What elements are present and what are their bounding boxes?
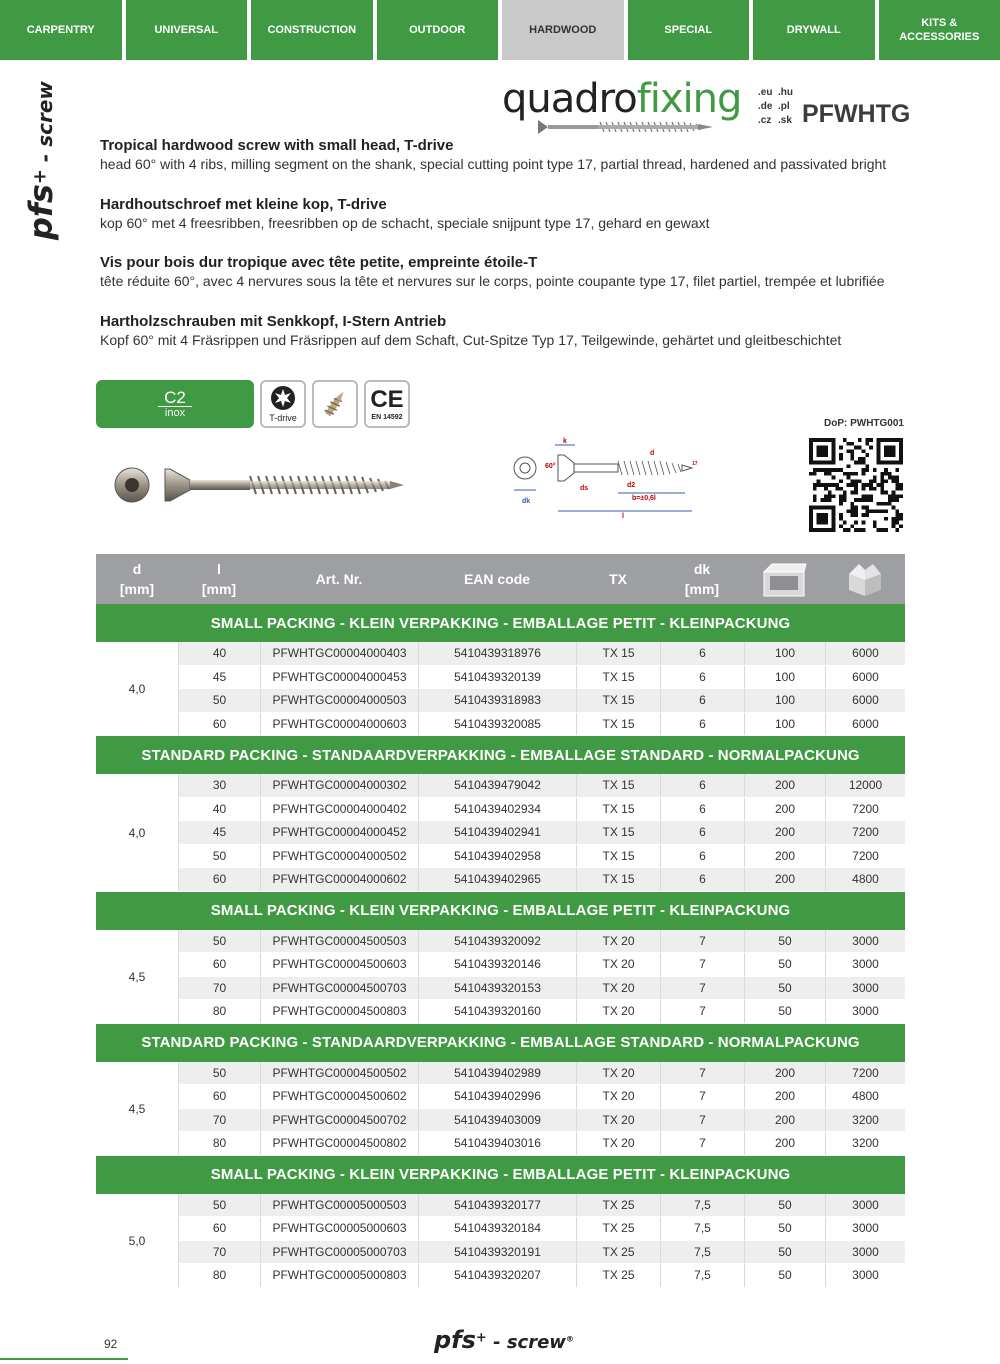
cell-pack-small: 100 [744, 642, 825, 665]
footer-brand-plus: + [475, 1330, 487, 1346]
cell-art-nr: PFWHTGC00004500802 [260, 1132, 418, 1155]
cell-pack-small: 50 [744, 1217, 825, 1240]
cell-l: 70 [178, 977, 260, 1000]
cell-tx: TX 20 [576, 1132, 660, 1155]
cell-ean: 5410439479042 [418, 774, 576, 797]
footer-brand-main: pfs [434, 1326, 476, 1354]
table-row [178, 1000, 905, 1024]
section-group [96, 1062, 905, 1156]
screw-photo [110, 455, 410, 515]
cell-ean: 5410439318976 [418, 642, 576, 665]
feature-badges [96, 380, 410, 428]
cell-pack-small: 200 [744, 1132, 825, 1155]
cell-dk: 7 [660, 1062, 744, 1085]
section-group [96, 930, 905, 1024]
cell-ean: 5410439320146 [418, 953, 576, 976]
cell-art-nr: PFWHTGC00004500503 [260, 930, 418, 953]
cell-l: 40 [178, 798, 260, 821]
cell-ean: 5410439320139 [418, 666, 576, 689]
logo-text-black: quadro [502, 76, 637, 122]
cell-tx: TX 15 [576, 774, 660, 797]
cell-dk: 7,5 [660, 1217, 744, 1240]
cell-art-nr: PFWHTGC00005000503 [260, 1194, 418, 1217]
domain-sk: .sk [778, 115, 792, 126]
drawing-label-k: k [563, 438, 567, 445]
cell-tx: TX 25 [576, 1264, 660, 1287]
cell-pack-small: 200 [744, 1085, 825, 1108]
header-d: d [mm] [119, 561, 155, 597]
technical-drawing [500, 435, 700, 520]
cell-pack-small: 200 [744, 798, 825, 821]
cell-pack-carton: 3000 [825, 1241, 905, 1264]
cell-art-nr: PFWHTGC00004500703 [260, 977, 418, 1000]
cell-tx: TX 25 [576, 1194, 660, 1217]
table-sections [96, 604, 905, 1288]
cell-pack-carton: 3000 [825, 1194, 905, 1217]
cell-art-nr: PFWHTGC00004000452 [260, 821, 418, 844]
nav-tab[interactable]: CONSTRUCTION [251, 0, 373, 60]
cell-art-nr: PFWHTGC00004500603 [260, 953, 418, 976]
cell-dk: 6 [660, 642, 744, 665]
screw-tip-icon [312, 380, 358, 428]
section-title: STANDARD PACKING - STANDAARDVERPAKKING - EMBALLAGE STANDARD - NORMALPACKUNG [96, 736, 905, 774]
t-drive-label: T-drive [269, 413, 297, 423]
carton-box-icon [825, 554, 905, 604]
cell-pack-small: 50 [744, 1241, 825, 1264]
cell-dk: 7 [660, 953, 744, 976]
c2-inox-icon [96, 380, 254, 428]
cell-pack-carton: 3000 [825, 1264, 905, 1287]
description-text: kop 60° met 4 freesribben, freesribben op de schacht, speciale snijpunt type 17, gehard en gewaxt [100, 215, 710, 231]
table-header [96, 554, 905, 604]
cell-pack-carton: 3000 [825, 977, 905, 1000]
cell-art-nr: PFWHTGC00004500803 [260, 1000, 418, 1023]
table-row [178, 1085, 905, 1109]
cell-l: 50 [178, 1194, 260, 1217]
cell-pack-carton: 3000 [825, 930, 905, 953]
cell-l: 60 [178, 1217, 260, 1240]
cell-art-nr: PFWHTGC00005000703 [260, 1241, 418, 1264]
cell-art-nr: PFWHTGC00005000603 [260, 1217, 418, 1240]
cell-ean: 5410439402958 [418, 845, 576, 868]
description-title: Hardhoutschroef met kleine kop, T-drive [100, 196, 387, 213]
drawing-label-ds: ds [580, 485, 589, 492]
cell-tx: TX 15 [576, 868, 660, 891]
cell-dk: 7 [660, 1132, 744, 1155]
cell-d: 4,5 [96, 1062, 178, 1156]
cell-tx: TX 15 [576, 798, 660, 821]
cell-dk: 6 [660, 868, 744, 891]
table-row [178, 1194, 905, 1218]
cell-art-nr: PFWHTGC00004000603 [260, 713, 418, 736]
table-row [178, 821, 905, 845]
cell-ean: 5410439320177 [418, 1194, 576, 1217]
table-row [178, 1241, 905, 1265]
t-drive-icon [260, 380, 306, 428]
section-group [96, 1194, 905, 1288]
cell-ean: 5410439403009 [418, 1109, 576, 1132]
logo-domains [758, 86, 798, 128]
cell-pack-carton: 6000 [825, 713, 905, 736]
dop-reference: DoP: PWHTG001 [823, 418, 904, 429]
cell-pack-small: 50 [744, 1264, 825, 1287]
cell-pack-small: 200 [744, 1109, 825, 1132]
cell-art-nr: PFWHTGC00004500502 [260, 1062, 418, 1085]
cell-tx: TX 15 [576, 821, 660, 844]
cell-pack-small: 50 [744, 977, 825, 1000]
side-brand-plus: + [29, 169, 51, 185]
drawing-label-tip: 17 [692, 461, 698, 467]
cell-tx: TX 20 [576, 977, 660, 1000]
table-row [178, 868, 905, 892]
screw-head-side [165, 469, 190, 501]
cell-tx: TX 15 [576, 845, 660, 868]
c2-label: C2 [164, 387, 186, 407]
cell-d: 5,0 [96, 1194, 178, 1288]
table-row [178, 1217, 905, 1241]
description-title: Tropical hardwood screw with small head, T-drive [100, 137, 454, 154]
nav-tab[interactable]: CARPENTRY [0, 0, 122, 60]
cell-l: 70 [178, 1109, 260, 1132]
torx-icon [270, 385, 296, 411]
cell-pack-carton: 4800 [825, 1085, 905, 1108]
cell-pack-carton: 3000 [825, 1217, 905, 1240]
drawing-label-dk: dk [522, 498, 531, 505]
cell-l: 70 [178, 1241, 260, 1264]
cell-pack-small: 50 [744, 953, 825, 976]
description-text: Kopf 60° mit 4 Fräsrippen und Fräsrippen auf dem Schaft, Cut-Spitze Typ 17, Teilgewinde, gehärtet und gleitbeschichtet [100, 332, 842, 348]
cell-art-nr: PFWHTGC00004000403 [260, 642, 418, 665]
table-row [178, 953, 905, 977]
cell-l: 60 [178, 1085, 260, 1108]
cell-tx: TX 20 [576, 1085, 660, 1108]
nav-tab[interactable]: UNIVERSAL [126, 0, 248, 60]
screw-shank [190, 480, 250, 490]
cell-ean: 5410439402965 [418, 868, 576, 891]
logo-wordmark [502, 76, 741, 122]
cell-tx: TX 20 [576, 1000, 660, 1023]
cell-art-nr: PFWHTGC00004000503 [260, 689, 418, 712]
cell-l: 50 [178, 930, 260, 953]
cell-pack-carton: 3000 [825, 953, 905, 976]
table-row [178, 1132, 905, 1156]
logo-screw-icon [538, 120, 718, 134]
section-title: SMALL PACKING - KLEIN VERPAKKING - EMBALLAGE PETIT - KLEINPACKUNG [96, 604, 905, 642]
ce-mark: CE [370, 385, 404, 413]
cell-ean: 5410439402989 [418, 1062, 576, 1085]
cell-dk: 6 [660, 798, 744, 821]
table-row [178, 689, 905, 713]
cell-l: 50 [178, 1062, 260, 1085]
header-art-nr: Art. Nr. [315, 571, 363, 587]
cell-art-nr: PFWHTGC00004500702 [260, 1109, 418, 1132]
cell-l: 80 [178, 1132, 260, 1155]
cell-dk: 7 [660, 930, 744, 953]
cell-dk: 7,5 [660, 1194, 744, 1217]
cell-tx: TX 20 [576, 930, 660, 953]
cell-ean: 5410439320207 [418, 1264, 576, 1287]
description-title: Vis pour bois dur tropique avec tête petite, empreinte étoile-T [100, 254, 538, 271]
section-group [96, 774, 905, 892]
cell-ean: 5410439402996 [418, 1085, 576, 1108]
drawing-label-d: d [650, 450, 655, 457]
cell-dk: 6 [660, 689, 744, 712]
side-brand-main: pfs [22, 184, 60, 240]
cell-dk: 6 [660, 774, 744, 797]
domain-hu: .hu [778, 87, 793, 98]
cell-ean: 5410439318983 [418, 689, 576, 712]
registered-mark: ® [565, 1334, 574, 1344]
cell-d: 4,0 [96, 774, 178, 892]
section-group [96, 642, 905, 736]
cell-art-nr: PFWHTGC00004000602 [260, 868, 418, 891]
cell-pack-carton: 12000 [825, 774, 905, 797]
drawing-label-d2: d2 [627, 482, 636, 489]
cell-art-nr: PFWHTGC00004000302 [260, 774, 418, 797]
cell-pack-small: 50 [744, 930, 825, 953]
cell-ean: 5410439320085 [418, 713, 576, 736]
cell-art-nr: PFWHTGC00004000453 [260, 666, 418, 689]
cell-tx: TX 25 [576, 1217, 660, 1240]
cell-pack-carton: 7200 [825, 821, 905, 844]
table-row [178, 642, 905, 666]
torx-recess [125, 478, 139, 492]
drawing-label-angle: 60° [545, 463, 556, 470]
cell-pack-small: 200 [744, 845, 825, 868]
table-row [178, 774, 905, 798]
footer-brand-logo [434, 1326, 574, 1354]
cell-ean: 5410439320153 [418, 977, 576, 1000]
cell-l: 80 [178, 1264, 260, 1287]
ce-standard-label: EN 14592 [371, 413, 403, 421]
cell-pack-small: 100 [744, 689, 825, 712]
side-brand-suffix: - screw [33, 81, 57, 170]
product-code: PFWHTG [802, 100, 911, 128]
cell-tx: TX 20 [576, 953, 660, 976]
cell-pack-small: 200 [744, 821, 825, 844]
cell-pack-carton: 4800 [825, 868, 905, 891]
cell-ean: 5410439402941 [418, 821, 576, 844]
cell-tx: TX 15 [576, 713, 660, 736]
header-tx: TX [609, 571, 627, 587]
cell-d: 4,0 [96, 642, 178, 736]
logo-text-green: fixing [636, 76, 742, 122]
section-title: SMALL PACKING - KLEIN VERPAKKING - EMBALLAGE PETIT - KLEINPACKUNG [96, 1156, 905, 1194]
inox-label: inox [158, 406, 192, 420]
cell-tx: TX 20 [576, 1109, 660, 1132]
small-box-icon [744, 554, 825, 604]
section-title: STANDARD PACKING - STANDAARDVERPAKKING - EMBALLAGE STANDARD - NORMALPACKUNG [96, 1024, 905, 1062]
cell-l: 45 [178, 821, 260, 844]
cell-dk: 7 [660, 1085, 744, 1108]
cell-pack-carton: 7200 [825, 798, 905, 821]
domain-pl: .pl [778, 101, 790, 112]
description-fr [100, 254, 920, 290]
category-nav [0, 0, 1000, 60]
cell-dk: 7 [660, 977, 744, 1000]
cell-dk: 6 [660, 845, 744, 868]
cell-l: 30 [178, 774, 260, 797]
table-row [178, 798, 905, 822]
ce-icon [364, 380, 410, 428]
nav-tab[interactable]: KITS & ACCESSORIES [879, 0, 1000, 60]
cell-ean: 5410439402934 [418, 798, 576, 821]
footer-divider [0, 1358, 128, 1360]
description-de [100, 313, 920, 349]
description-en [100, 137, 920, 173]
section-title: SMALL PACKING - KLEIN VERPAKKING - EMBALLAGE PETIT - KLEINPACKUNG [96, 892, 905, 930]
description-text: tête réduite 60°, avec 4 nervures sous la tête et nervures sur le corps, pointe coupante type 17, filet partiel, trempée et lubrifiée [100, 273, 885, 289]
drawing-label-l: l [622, 513, 624, 520]
cell-pack-small: 100 [744, 713, 825, 736]
nav-tab[interactable]: HARDWOOD [502, 0, 624, 60]
domain-eu: .eu [758, 87, 773, 98]
cell-l: 50 [178, 845, 260, 868]
table-row [178, 977, 905, 1001]
header-l: l [mm] [201, 561, 237, 597]
cell-ean: 5410439320184 [418, 1217, 576, 1240]
table-row [178, 930, 905, 954]
cell-tx: TX 15 [576, 689, 660, 712]
domain-cz: .cz [758, 115, 772, 126]
cell-pack-small: 200 [744, 868, 825, 891]
cell-dk: 6 [660, 713, 744, 736]
nav-tab[interactable]: SPECIAL [628, 0, 750, 60]
cell-pack-carton: 7200 [825, 845, 905, 868]
cell-dk: 6 [660, 821, 744, 844]
cell-l: 60 [178, 868, 260, 891]
drawing-head-view [514, 457, 536, 479]
nav-tab[interactable]: DRYWALL [753, 0, 875, 60]
cell-pack-small: 200 [744, 1062, 825, 1085]
cell-pack-carton: 7200 [825, 1062, 905, 1085]
cell-dk: 7 [660, 1109, 744, 1132]
cell-l: 60 [178, 953, 260, 976]
table-row [178, 1062, 905, 1086]
table-row [178, 845, 905, 869]
header-ean: EAN code [463, 571, 531, 587]
cell-tx: TX 15 [576, 666, 660, 689]
page-number: 92 [104, 1337, 118, 1351]
cell-pack-small: 100 [744, 666, 825, 689]
cell-pack-carton: 6000 [825, 689, 905, 712]
cell-l: 40 [178, 642, 260, 665]
cell-pack-carton: 6000 [825, 666, 905, 689]
cell-l: 60 [178, 713, 260, 736]
domain-de: .de [758, 101, 773, 112]
cell-ean: 5410439320160 [418, 1000, 576, 1023]
cell-ean: 5410439320191 [418, 1241, 576, 1264]
qr-code-icon [808, 438, 904, 532]
cell-art-nr: PFWHTGC00004000502 [260, 845, 418, 868]
footer-brand-suffix: - screw [486, 1332, 566, 1353]
side-brand-logo [22, 81, 60, 240]
cell-pack-small: 50 [744, 1194, 825, 1217]
table-row [178, 666, 905, 690]
header-dk: dk [mm] [684, 561, 720, 597]
cell-pack-small: 200 [744, 774, 825, 797]
table-row [178, 1264, 905, 1288]
cell-dk: 7,5 [660, 1241, 744, 1264]
quadrofixing-logo [502, 78, 802, 138]
cell-art-nr: PFWHTGC00004000402 [260, 798, 418, 821]
cell-l: 50 [178, 689, 260, 712]
cell-ean: 5410439403016 [418, 1132, 576, 1155]
cell-dk: 7 [660, 1000, 744, 1023]
cell-art-nr: PFWHTGC00005000803 [260, 1264, 418, 1287]
cell-pack-carton: 3200 [825, 1109, 905, 1132]
cell-pack-carton: 3000 [825, 1000, 905, 1023]
cell-tx: TX 25 [576, 1241, 660, 1264]
table-row [178, 713, 905, 737]
cell-pack-carton: 6000 [825, 642, 905, 665]
cell-tx: TX 20 [576, 1062, 660, 1085]
cell-pack-small: 50 [744, 1000, 825, 1023]
product-table [96, 554, 905, 1288]
cell-l: 45 [178, 666, 260, 689]
cell-dk: 6 [660, 666, 744, 689]
table-row [178, 1109, 905, 1133]
cell-ean: 5410439320092 [418, 930, 576, 953]
description-title: Hartholzschrauben mit Senkkopf, I-Stern Antrieb [100, 313, 447, 330]
cell-d: 4,5 [96, 930, 178, 1024]
cell-art-nr: PFWHTGC00004500602 [260, 1085, 418, 1108]
cell-l: 80 [178, 1000, 260, 1023]
cell-tx: TX 15 [576, 642, 660, 665]
nav-tab[interactable]: OUTDOOR [377, 0, 499, 60]
cell-dk: 7,5 [660, 1264, 744, 1287]
drawing-label-b: b=±0,6l [632, 495, 656, 502]
description-nl [100, 196, 920, 232]
screw-tip-graphic [318, 385, 352, 423]
description-text: head 60° with 4 ribs, milling segment on the shank, special cutting point type 17, partial thread, hardened and passivated bright [100, 156, 887, 172]
cell-pack-carton: 3200 [825, 1132, 905, 1155]
